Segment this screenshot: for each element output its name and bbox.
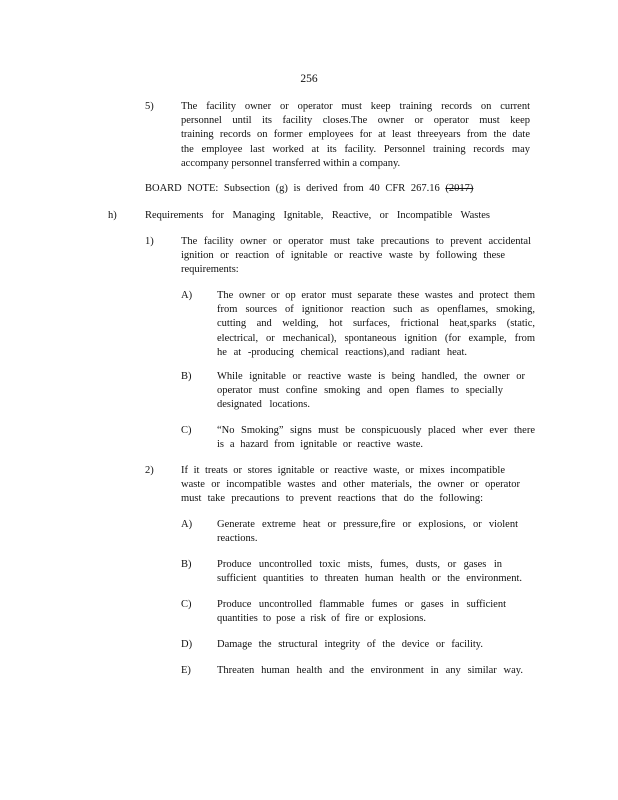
item-text xyxy=(217,424,535,452)
text-line: accompany personnel transferred within a company. xyxy=(181,157,401,169)
item-label: B) xyxy=(181,559,192,570)
item-label: 1) xyxy=(145,236,154,247)
text-line: he at -producing chemical reactions),and radiant heat. xyxy=(217,346,467,358)
item-label: A) xyxy=(181,519,193,530)
item-label: C) xyxy=(181,425,192,436)
text-line: The facility owner or operator must keep training records on current xyxy=(181,101,530,112)
item-h1 xyxy=(145,235,531,278)
item-text xyxy=(217,370,525,413)
item-h2 xyxy=(145,464,520,507)
item-h1-c xyxy=(181,424,535,452)
text-line: Threaten human health and the environment in any similar way. xyxy=(217,665,523,676)
text-line: designated locations. xyxy=(217,399,310,411)
item-text xyxy=(181,464,520,507)
item-h2-a xyxy=(181,518,518,546)
text-line: The owner or op erator must separate these wastes and protect them xyxy=(217,290,535,301)
text-line: Damage the structural integrity of the device or facility. xyxy=(217,639,483,650)
item-h1-a xyxy=(181,289,535,360)
text-line: the employee last worked at its facility. Personnel training records may xyxy=(181,143,530,155)
item-label: D) xyxy=(181,639,193,650)
item-text xyxy=(217,638,483,652)
item-h2-b xyxy=(181,558,522,586)
text-line: electrical, or mechanical), spontaneous ignition (for example, from xyxy=(217,332,535,344)
text-line: requirements: xyxy=(181,264,239,276)
item-text xyxy=(217,598,506,626)
item-text xyxy=(217,518,518,546)
text-line: from sources of ignitionor reaction such as openflames, smoking, xyxy=(217,304,535,316)
text-line: While ignitable or reactive waste is being handled, the owner or xyxy=(217,371,525,382)
item-text xyxy=(217,289,535,360)
item-text xyxy=(217,664,523,678)
text-line: personnel until its facility closes.The owner or operator must keep xyxy=(181,115,530,127)
item-label: B) xyxy=(181,371,192,382)
text-line: Produce uncontrolled toxic mists, fumes, dusts, or gases in xyxy=(217,559,502,570)
text-line: waste or incompatible wastes and other materials, the owner or operator xyxy=(181,479,520,491)
section-h xyxy=(108,209,490,223)
text-line: training records on former employees for at least threeyears from the date xyxy=(181,129,530,141)
text-line: operator must confine smoking and open flames to specially xyxy=(217,385,503,397)
item-text xyxy=(181,100,530,171)
item-h2-e xyxy=(181,664,523,678)
text-line: sufficient quantities to threaten human health or the environment. xyxy=(217,573,522,585)
item-h2-d xyxy=(181,638,483,652)
text-line: is a hazard from ignitable or reactive waste. xyxy=(217,439,423,451)
item-label: 5) xyxy=(145,101,154,112)
item-label: A) xyxy=(181,290,193,301)
section-label: h) xyxy=(108,210,117,221)
item-text xyxy=(217,558,522,586)
text-line: cutting and welding, hot surfaces, frictional heat,sparks (static, xyxy=(217,318,535,330)
item-h1-b xyxy=(181,370,525,413)
text-line: Generate extreme heat or pressure,fire or explosions, or violent xyxy=(217,519,518,530)
board-note-text: BOARD NOTE: Subsection (g) is derived from 40 CFR 267.16 xyxy=(145,183,440,194)
board-note-struck-year: (2017) xyxy=(445,183,474,194)
board-note xyxy=(145,182,473,196)
item-label: 2) xyxy=(145,465,154,476)
text-line: If it treats or stores ignitable or reactive waste, or mixes incompatible xyxy=(181,465,505,476)
item-text xyxy=(181,235,531,278)
text-line: “No Smoking” signs must be conspicuously placed wher ever there xyxy=(217,425,535,436)
item-label: E) xyxy=(181,665,191,676)
text-line: reactions. xyxy=(217,533,258,545)
text-line: The facility owner or operator must take precautions to prevent accidental xyxy=(181,236,531,247)
text-line: Produce uncontrolled flammable fumes or gases in sufficient xyxy=(217,599,506,610)
text-line: ignition or reaction of ignitable or reactive waste by following these xyxy=(181,250,505,262)
text-line: quantities to pose a risk of fire or explosions. xyxy=(217,613,426,625)
text-line: must take precautions to prevent reactions that do the following: xyxy=(181,493,483,505)
section-heading: Requirements for Managing Ignitable, Reactive, or Incompatible Wastes xyxy=(145,210,490,221)
item-label: C) xyxy=(181,599,192,610)
item-h2-c xyxy=(181,598,506,626)
item-5 xyxy=(145,100,530,171)
page-number: 256 xyxy=(300,73,318,85)
